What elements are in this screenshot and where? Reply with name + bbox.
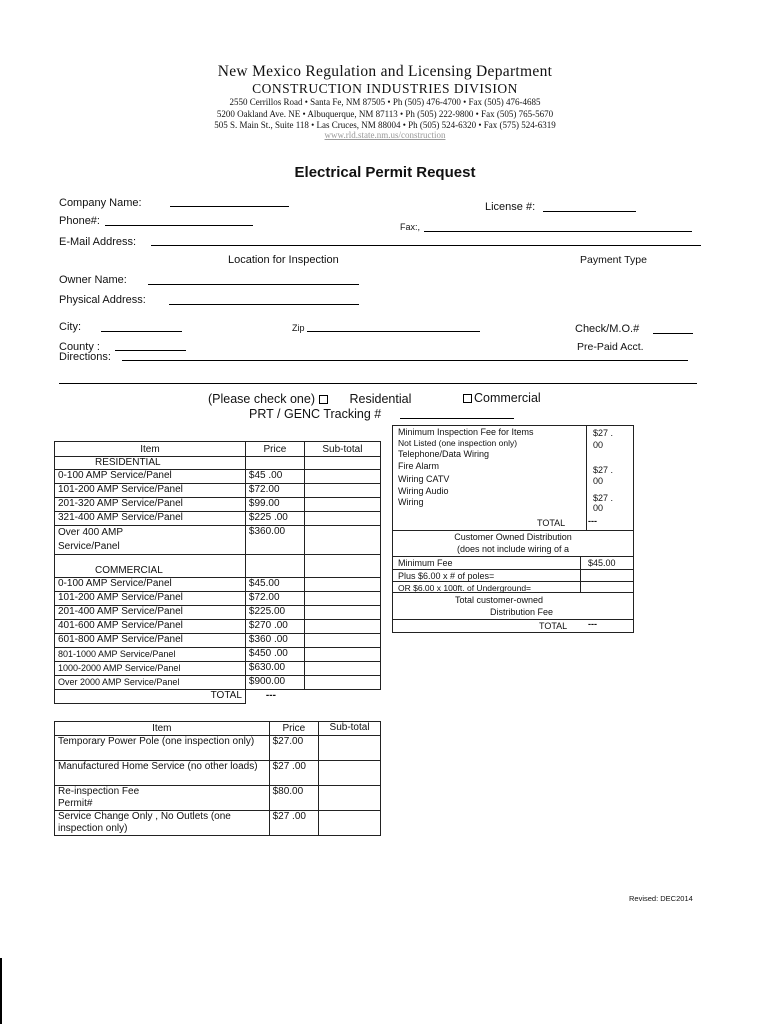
- tracking-label: PRT / GENC Tracking #: [249, 407, 382, 421]
- prepaid-label: Pre-Paid Acct.: [577, 341, 644, 353]
- table-row: 0-100 AMP Service/Panel $45.00: [55, 578, 381, 592]
- check-mo-field[interactable]: [653, 333, 693, 334]
- fax-field[interactable]: [424, 231, 692, 232]
- physical-address-field[interactable]: [169, 304, 359, 305]
- col-item: Item: [55, 442, 246, 457]
- physical-address-label: Physical Address:: [59, 294, 146, 306]
- license-label: License #:: [485, 201, 536, 213]
- subtotal-cell[interactable]: [304, 526, 380, 555]
- main-fee-table: [54, 441, 381, 704]
- not-listed-note: Not Listed (one inspection only): [398, 438, 518, 448]
- address-albuquerque: 5200 Oakland Ave. NE • Albuquerque, NM 87113 • Ph (505) 222-9800 • Fax (505) 765-5670: [216, 109, 554, 119]
- item-audio: Wiring Audio: [398, 486, 449, 496]
- company-name-field[interactable]: [170, 206, 289, 207]
- email-label: E-Mail Address:: [59, 236, 137, 248]
- zip-label: Zip: [292, 323, 305, 333]
- item-telephone: Telephone/Data Wiring: [398, 449, 490, 459]
- total-value: ---: [265, 690, 276, 701]
- subtotal-cell[interactable]: [304, 606, 380, 620]
- total2-value: ---: [588, 619, 597, 629]
- subtotal-cell[interactable]: [304, 512, 380, 526]
- subtotal-cell[interactable]: [319, 811, 381, 836]
- check-one-row: [208, 392, 411, 406]
- subtotal-cell[interactable]: [304, 578, 380, 592]
- underground-fee: OR $6.00 x 100ft. of Underground=: [398, 583, 532, 593]
- col-subtotal: Sub-total: [304, 442, 380, 457]
- tracking-field[interactable]: [400, 418, 514, 419]
- col-price: Price: [245, 442, 304, 457]
- county-label: County :: [59, 341, 100, 353]
- residential-heading: RESIDENTIAL: [55, 457, 246, 470]
- total2-label: TOTAL: [539, 621, 568, 631]
- distribution-fee: Distribution Fee: [490, 607, 554, 617]
- check-mo-label: Check/M.O.#: [575, 323, 640, 335]
- item-wiring: Wiring: [398, 497, 424, 507]
- subtotal-cell[interactable]: [304, 592, 380, 606]
- table-row: Over 2000 AMP Service/Panel $900.00: [55, 676, 381, 690]
- table-row: 401-600 AMP Service/Panel $270 .00: [55, 620, 381, 634]
- company-name-label: Company Name:: [59, 197, 142, 209]
- directions-label: Directions:: [59, 351, 111, 363]
- col-item: Item: [55, 722, 270, 736]
- revised-date: Revised: DEC2014: [629, 894, 693, 903]
- customer-owned-note: (does not include wiring of a: [456, 544, 570, 554]
- page-title: Electrical Permit Request: [294, 164, 476, 181]
- phone-field[interactable]: [105, 225, 253, 226]
- table-row: 0-100 AMP Service/Panel $45 .00: [55, 470, 381, 484]
- table-row: Manufactured Home Service (no other loads) $27 .00: [55, 761, 381, 786]
- min-fee-label: Minimum Fee: [398, 558, 453, 568]
- owner-name-field[interactable]: [148, 284, 359, 285]
- fax-label: Fax:,: [400, 222, 421, 232]
- subtotal-cell[interactable]: [304, 498, 380, 512]
- residential-checkbox[interactable]: [319, 395, 328, 404]
- subtotal-cell[interactable]: [304, 634, 380, 648]
- col-subtotal: Sub-total: [319, 722, 381, 736]
- item-fire-alarm: Fire Alarm: [398, 461, 440, 471]
- address-santa-fe: 2550 Cerrillos Road • Santa Fe, NM 87505 • Ph (505) 476-4700 • Fax (505) 476-4685: [229, 97, 541, 107]
- check-one-prompt: (Please check one): [208, 392, 316, 406]
- directions-field[interactable]: [122, 360, 688, 361]
- table-row: 101-200 AMP Service/Panel $72.00: [55, 592, 381, 606]
- min-fee-value: $45.00: [588, 558, 616, 568]
- phone-label: Phone#:: [59, 215, 100, 227]
- payment-type-header: Payment Type: [580, 254, 647, 266]
- commercial-label: Commercial: [474, 391, 541, 405]
- subtotal-cell[interactable]: [304, 648, 380, 662]
- subtotal-cell[interactable]: [304, 484, 380, 498]
- other-fee-table: [54, 721, 381, 836]
- right-fee-box: Minimum Inspection Fee for Items Not Listed (one inspection only) Telephone/Data Wiring Fire Alarm Wiring CATV Wiring Audio Wiring $27 . 00 $27 . 00 $27 . 00 TOTAL --- Customer Owned Distribution (does not include wiring of a Minimum Fee $45.00 Plus $6.00 x # of poles= OR $6.00 x 100ft. of Underground= Total customer-owned Distribution Fee TOTAL ---: [392, 425, 634, 633]
- page-edge-mark: [0, 958, 2, 1024]
- division-name: CONSTRUCTION INDUSTRIES DIVISION: [252, 81, 518, 96]
- table-row: 201-400 AMP Service/Panel $225.00: [55, 606, 381, 620]
- divider: [59, 383, 697, 384]
- total-label: TOTAL: [537, 518, 566, 528]
- subtotal-cell[interactable]: [304, 676, 380, 690]
- address-las-cruces: 505 S. Main St., Suite 118 • Las Cruces, NM 88004 • Ph (505) 524-6320 • Fax (575) 524-6319: [214, 120, 556, 130]
- min-fee-title: Minimum Inspection Fee for Items: [398, 427, 534, 437]
- subtotal-cell[interactable]: [319, 736, 381, 761]
- city-label: City:: [59, 321, 81, 333]
- col-price: Price: [269, 722, 319, 736]
- department-name: New Mexico Regulation and Licensing Department: [217, 63, 553, 80]
- subtotal-cell[interactable]: [304, 620, 380, 634]
- table-row: Over 400 AMP Service/Panel $360.00: [55, 526, 381, 555]
- table-row: 101-200 AMP Service/Panel $72.00: [55, 484, 381, 498]
- table-row: 321-400 AMP Service/Panel $225 .00: [55, 512, 381, 526]
- zip-field[interactable]: [307, 331, 480, 332]
- license-field[interactable]: [543, 211, 636, 212]
- total-label: TOTAL: [55, 690, 246, 704]
- table-row: 201-320 AMP Service/Panel $99.00: [55, 498, 381, 512]
- commercial-heading: COMMERCIAL: [55, 555, 246, 578]
- table-row: Service Change Only , No Outlets (one inspection only) $27 .00: [55, 811, 381, 836]
- subtotal-cell[interactable]: [304, 662, 380, 676]
- email-field[interactable]: [151, 245, 701, 246]
- location-header: Location for Inspection: [228, 254, 339, 266]
- residential-label: Residential: [349, 392, 412, 406]
- subtotal-cell[interactable]: [304, 470, 380, 484]
- table-row: 1000-2000 AMP Service/Panel $630.00: [55, 662, 381, 676]
- subtotal-cell[interactable]: [319, 786, 381, 811]
- owner-name-label: Owner Name:: [59, 274, 127, 286]
- item-catv: Wiring CATV: [398, 474, 450, 484]
- subtotal-cell[interactable]: [319, 761, 381, 786]
- table-row: Re-inspection Fee Permit# $80.00: [55, 786, 381, 811]
- website-link[interactable]: www.rld.state.nm.us/construction: [324, 130, 446, 140]
- total-customer-owned: Total customer-owned: [455, 595, 544, 605]
- city-field[interactable]: [101, 331, 182, 332]
- total-value: ---: [588, 516, 597, 526]
- table-row: Temporary Power Pole (one inspection only) $27.00: [55, 736, 381, 761]
- column-divider: [586, 426, 587, 530]
- county-field[interactable]: [115, 350, 186, 351]
- commercial-checkbox[interactable]: [463, 394, 472, 403]
- commercial-row: [463, 391, 541, 405]
- table-row: 801-1000 AMP Service/Panel $450 .00: [55, 648, 381, 662]
- poles-fee: Plus $6.00 x # of poles=: [398, 571, 495, 581]
- customer-owned-title: Customer Owned Distribution: [454, 532, 572, 542]
- table-row: 601-800 AMP Service/Panel $360 .00: [55, 634, 381, 648]
